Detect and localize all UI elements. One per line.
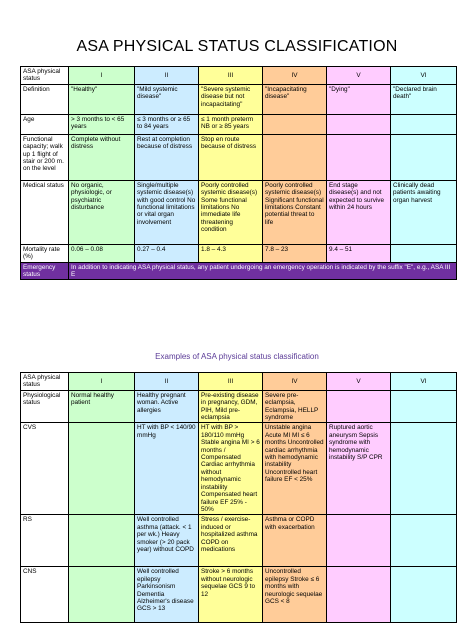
table-cell: Uncontrolled epilepsy Stroke ≤ 6 months with neurologic sequelae GCS < 8 [263, 567, 327, 623]
table-cell: Unstable angina Acute MI MI ≤ 6 months Uncontrolled cardiac arrhythmia with hemodynamic instability Uncontrolled heart failure EF < 25% [263, 423, 327, 515]
table-cell: "Incapacitating disease" [263, 84, 327, 114]
table-cell: Pre-existing disease in pregnancy, GDM, PIH, Mild pre-eclampsia [199, 390, 263, 423]
table-cell: No organic, physiologic, or psychiatric disturbance [69, 180, 135, 244]
table-cell: Severe pre-eclampsia, Eclampsia, HELLP syndrome [263, 390, 327, 423]
page-title: ASA PHYSICAL STATUS CLASSIFICATION [76, 38, 398, 55]
table-cell: 1.8 – 4.3 [199, 244, 263, 262]
table-cell [327, 134, 391, 180]
header-cell: I [69, 67, 135, 85]
table-header-row [21, 373, 457, 391]
table-cell: "Mild systemic disease" [135, 84, 199, 114]
table-cell: Ruptured aortic aneurysm Sepsis syndrome with hemodynamic instability S/P CPR [327, 423, 391, 515]
table-header-row [21, 67, 457, 85]
row-label: Mortality rate (%) [21, 244, 69, 262]
table-cell [327, 114, 391, 134]
table-cell: HT with BP > 180/110 mmHg Stable angina MI > 6 months / Compensated Cardiac arrhythmia without hemodynamic instability Compensated heart failure EF 25% - 50% [199, 423, 263, 515]
emergency-row [21, 262, 457, 280]
table-row [21, 567, 457, 623]
table-cell [391, 515, 457, 567]
row-label: Physiological status [21, 390, 69, 423]
row-label: Emergency status [21, 262, 69, 280]
header-cell: I [69, 373, 135, 391]
table-cell: End stage disease(s) and not expected to survive within 24 hours [327, 180, 391, 244]
header-cell: II [135, 373, 199, 391]
row-label: CVS [21, 423, 69, 515]
table-cell: Complete without distress [69, 134, 135, 180]
table-cell: Stroke > 6 months without neurologic sequelae GCS 9 to 12 [199, 567, 263, 623]
table-cell: "Severe systemic disease but not incapacitating" [199, 84, 263, 114]
table-cell [391, 244, 457, 262]
table-cell: ≤ 3 months or ≥ 65 to 84 years [135, 114, 199, 134]
table-row [21, 515, 457, 567]
header-cell: VI [391, 67, 457, 85]
asa-examples-table [20, 372, 457, 623]
row-label: Functional capacity; walk up 1 flight of stair or 200 m. on the level [21, 134, 69, 180]
table-cell [69, 515, 135, 567]
header-cell: IV [263, 67, 327, 85]
table-cell [327, 515, 391, 567]
table-cell: "Declared brain death" [391, 84, 457, 114]
table-cell [391, 134, 457, 180]
table-row [21, 244, 457, 262]
header-cell: ASA physical status [21, 67, 69, 85]
table-cell: Well controlled epilepsy Parkinsonism Dementia Alzheimer's disease GCS > 13 [135, 567, 199, 623]
table-cell: "Healthy" [69, 84, 135, 114]
row-label: CNS [21, 567, 69, 623]
table-cell [391, 567, 457, 623]
header-cell: V [327, 373, 391, 391]
table-cell: Stop en route because of distress [199, 134, 263, 180]
table-cell: Single/multiple systemic disease(s) with good control No functional limitations or vital organ involvement [135, 180, 199, 244]
header-cell: V [327, 67, 391, 85]
row-label: Definition [21, 84, 69, 114]
asa-classification-table [20, 66, 457, 280]
emergency-note: In addition to indicating ASA physical status, any patient undergoing an emergency operation is indicated by the suffix "E", e.g., ASA III E [69, 262, 457, 280]
table-cell: Normal healthy patient [69, 390, 135, 423]
table-cell: Clinically dead patients awaiting organ harvest [391, 180, 457, 244]
examples-subtitle: Examples of ASA physical status classification [155, 352, 319, 361]
table-cell: 0.27 – 0.4 [135, 244, 199, 262]
header-cell: III [199, 373, 263, 391]
table-row [21, 390, 457, 423]
header-cell: III [199, 67, 263, 85]
table-cell: "Dying" [327, 84, 391, 114]
table-cell [391, 390, 457, 423]
header-cell: IV [263, 373, 327, 391]
table-cell: Healthy pregnant woman. Active allergies [135, 390, 199, 423]
table-cell: HT with BP < 140/90 mmHg [135, 423, 199, 515]
table-row [21, 114, 457, 134]
header-cell: VI [391, 373, 457, 391]
row-label: RS [21, 515, 69, 567]
table-cell [327, 390, 391, 423]
table-cell [263, 114, 327, 134]
table-cell [391, 423, 457, 515]
row-label: Medical status [21, 180, 69, 244]
table-row [21, 134, 457, 180]
table-cell: Rest at completion because of distress [135, 134, 199, 180]
table-cell: Asthma or COPD with exacerbation [263, 515, 327, 567]
table-row [21, 180, 457, 244]
row-label: Age [21, 114, 69, 134]
table-cell [69, 423, 135, 515]
header-cell: ASA physical status [21, 373, 69, 391]
table-row [21, 423, 457, 515]
table-cell: 7.8 – 23 [263, 244, 327, 262]
table-cell: Poorly controlled systemic disease(s) Some functional limitations No immediate life threatening condition [199, 180, 263, 244]
table-cell: > 3 months to < 65 years [69, 114, 135, 134]
table-cell: ≤ 1 month preterm NB or ≥ 85 years [199, 114, 263, 134]
table-row [21, 84, 457, 114]
table-cell: 0.06 – 0.08 [69, 244, 135, 262]
table-cell: Stress / exercise-induced or hospitalized asthma COPD on medications [199, 515, 263, 567]
table-cell: Well controlled asthma (attack. < 1 per wk.) Heavy smoker (> 20 pack year) without COPD [135, 515, 199, 567]
table-cell [69, 567, 135, 623]
table-cell: Poorly controlled systemic disease(s) Significant functional limitations Constant potential threat to life [263, 180, 327, 244]
header-cell: II [135, 67, 199, 85]
table-cell [391, 114, 457, 134]
table-cell: 9.4 – 51 [327, 244, 391, 262]
table-cell [327, 567, 391, 623]
table-cell [263, 134, 327, 180]
